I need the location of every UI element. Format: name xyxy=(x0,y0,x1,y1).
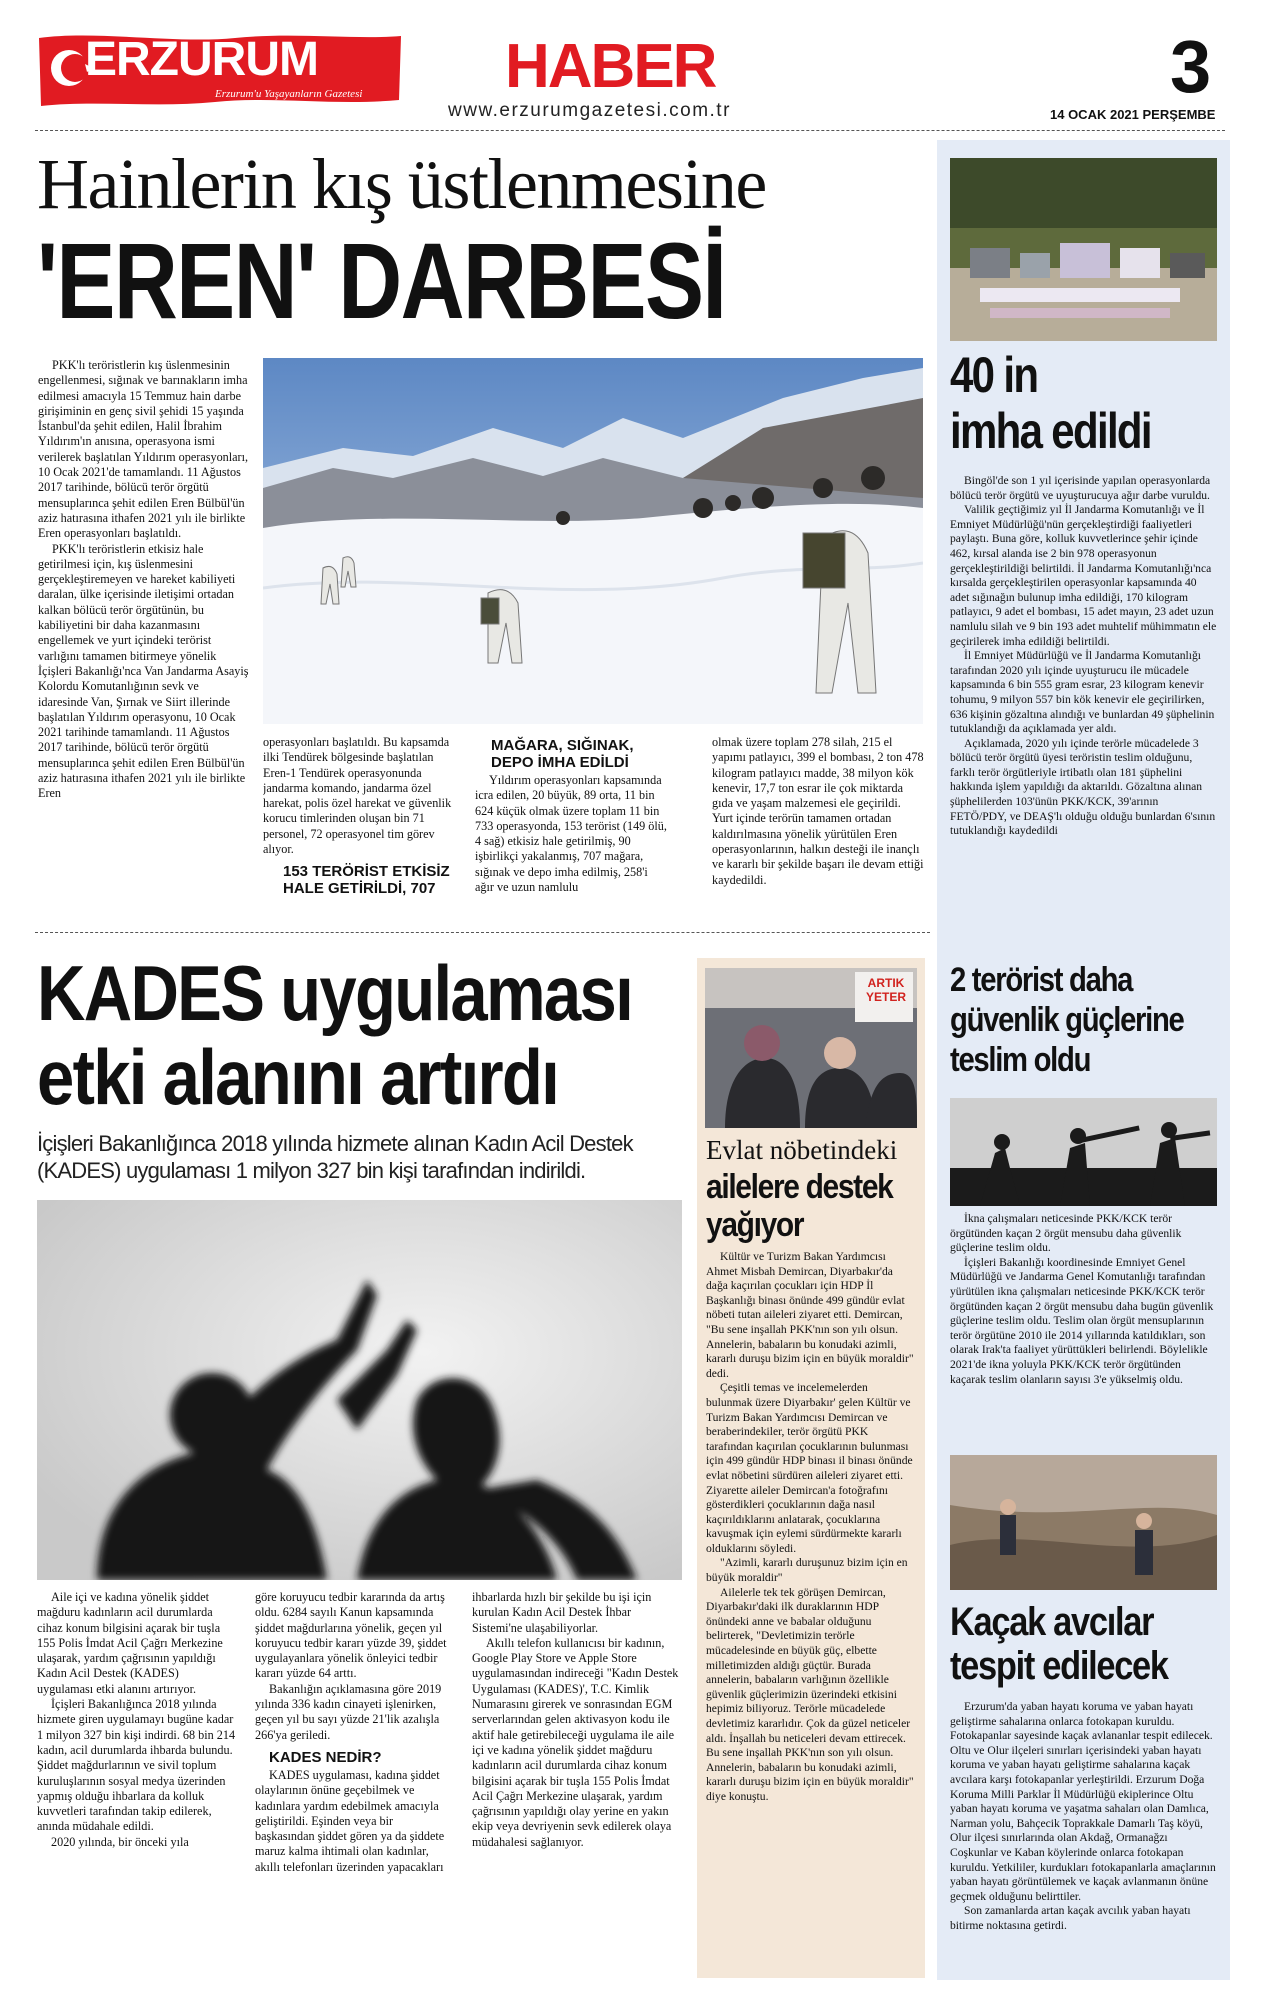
kades-body-col1 xyxy=(37,1590,237,1978)
lead-col2-subhead: 153 TERÖRİST ETKİSİZ HALE GETİRİLDİ, 707 xyxy=(283,863,450,898)
masthead xyxy=(0,0,1266,135)
lead-body-col3 xyxy=(475,735,667,925)
masthead-divider xyxy=(35,130,1225,131)
evlat-p4: Ailelerle tek tek görüşen Demircan, Diyarbakır'daki ilk duraklarının HDP önündeki anne ve babalar olduğunu belirterek, "Devletimizin terörle mücadelesinde en büyük güç, elbette milletimizden aldığı güçtür. Burada annelerin, babaların varlığının özellikle güvenlik güçlerimizin üzerindeki etkisini hepimiz biliyoruz. Terörle mücadelede devletimiz kararlıdır. Çok da güzel neticeler aldı. İnşallah bu neticeleri devam ettirecek. Bu sene inşallah PKK'nın son yılı olsun. Annelerin, babaların bu konudaki azimli, kararlı duruşu bizim için en büyük moraldir" diye konuştu. xyxy=(706,1585,914,1803)
kacak-p2: Son zamanlarda artan kaçak avcılık yaban hayatı bitirme noktasına getirdi. xyxy=(950,1904,1191,1932)
lead-headline-2: 'EREN' DARBESİ xyxy=(37,220,726,341)
lead-col1-p1: PKK'lı teröristlerin kış üslenmesinin engellenmesi, sığınak ve barınakların imha edilmesi amacıyla 15 Temmuz hain darbe girişiminin en genç sivil şehidi 15 yaşında İstanbul'da şehit edilen, Halil İbrahim Yıldırım'ın anısına, operasyona ismi verilerek başlatılan Yıldırım operasyonları, 10 Ocak 2021'de tamamlandı. 11 Ağustos 2017 tarihinde, bölücü terör örgütü mensuplarınca şehit edilen Eren Bülbül'ün aziz hatırasına ithafen 2021 yılı ile birlikte Eren operasyonları başlatıldı. xyxy=(38,358,249,541)
evlat-headline-3: yağıyor xyxy=(706,1206,804,1244)
hunters-photo xyxy=(950,1455,1217,1590)
kacak-headline-2: tespit edilecek xyxy=(950,1644,1168,1688)
evlat-p3: "Azimli, kararlı duruşunuz bizim için en büyük moraldir" xyxy=(706,1556,908,1585)
lead-body-col4 xyxy=(712,735,924,925)
teslim-headline-3: teslim oldu xyxy=(950,1041,1091,1079)
teslim-p1: İkna çalışmaları neticesinde PKK/KCK terör örgütünden kaçan 2 örgüt mensubu daha güvenlik güçlerine teslim oldu. xyxy=(950,1212,1182,1255)
issue-date: 14 OCAK 2021 PERŞEMBE xyxy=(1050,107,1216,122)
kacak-p1: Erzurum'da yaban hayatı koruma ve yaban hayatı geliştirme sahalarına onlarca fotokapan kuruldu. Fotokapanlar sayesinde kaçak avlananlar tespit edilecek. Oltu ve Olur ilçeleri sınırları içerisindeki yaban hayatı koruma ve yaban hayatı geliştirme sahalarına kaçak avcılara karşı fotokapanlar yerleştirildi. Erzurum Doğa Koruma Milli Parklar İl Müdürlüğü ekiplerince Oltu yaban hayatı koruma ve yaşatma sahaları olan Damlıca, Narman yolu, Bahçecik Toprakkale Damarlı Taş köyü, Olur ilçesi sınırlarında olan Akdağ, Ormanağzı Coşkunlar ve Kaban köylerinde onlarca fotokapan kuruldu. Yetkililer, kurdukları fotokapanlarla amaçlarının yaban hayatı görüntülemek ve kaçak avlanmanın önüne geçmek olduğunu belirttiler. xyxy=(950,1700,1216,1903)
evlat-p2: Çeşitli temas ve incelemelerden bulunmak üzere Diyarbakır' gelen Kültür ve Turizm Bakan Yardımcısı Demircan ve beraberindekiler, terör örgütü PKK tarafından kaçırılan çocuklarının bulunması için 499 gündür HDP binası il binası önünde evlat nöbetini sürdüren aileleri ziyaret etti. Ziyarette aileler Demircan'a fotoğrafını gösterdikleri çocuklarının dağa nasıl kaçırıldıklarını anlatarak, çocuklarına kavuşmak için eylemi sürdürmekte kararlı olduklarını söyledi. xyxy=(706,1381,913,1555)
imha-p2: Valilik geçtiğimiz yıl İl Jandarma Komutanlığı ve İl Emniyet Müdürlüğü'nün gerçekleştirdiği faaliyetleri paylaştı. Buna göre, kolluk kuvvetlerince şehir içinde 462, kırsal alanda ise 2 bin 978 operasyonun gerçekleştirildiği belirtildi. İl Jandarma Komutanlığı'nca kırsalda gerçekleştirilen operasyonlar kapsamında 40 adet sığınağın bulunup imha edildiği, 170 kilogram patlayıcı, 9 adet el bombası, 15 adet mayın, 23 adet uzun namlulu silah ve 9 bin 193 adet muhtelif mühimmatın ele geçirilerek imha edildiği belirtildi. xyxy=(950,503,1217,648)
lead-divider xyxy=(35,932,930,933)
teslim-p2: İçişleri Bakanlığı koordinesinde Emniyet Genel Müdürlüğü ve Jandarma Genel Komutanlığı tarafından yürütülen ikna çalışmaları neticesinde PKK/KCK terör örgütünden kaçan 2 örgüt mensubu daha bugün güvenlik güçlerine teslim oldu. Teslim olan örgüt mensuplarının terör örgütüne 2010 ile 2014 yıllarında katıldıkları, son olarak Irak'ta faaliyet yürüttükleri belirlendi. Böylelikle 2021'de ikna yoluyla PKK/KCK terör örgütünden kaçarak teslim olanların sayısı 3'e yükselmiş oldu. xyxy=(950,1255,1214,1386)
lead-body-col2 xyxy=(263,735,463,925)
lead-body-col1 xyxy=(38,358,250,924)
kacak-headline-1: Kaçak avcılar xyxy=(950,1600,1154,1644)
evlat-photo-sign: ARTIK YETER xyxy=(865,976,906,1004)
teslim-headline-2: güvenlik güçlerine xyxy=(950,1001,1184,1039)
kades-col2-p2: Bakanlığın açıklamasına göre 2019 yılında 336 kadın cinayeti işlenirken, geçen yıl bu sayı yüzde 21'lik azalışla 266'ya geriledi. xyxy=(255,1681,442,1742)
kades-col3-p1: ihbarlarda hızlı bir şekilde bu işi için kurulan Kadın Acil Destek İhbar Sistemi'ne ulaşabiliyorlar. xyxy=(472,1590,652,1635)
lead-col3-p1: Yıldırım operasyonları kapsamında icra edilen, 20 büyük, 89 orta, 11 bin 624 küçük olmak üzere toplam 11 bin 733 operasyonda, 153 terörist (149 ölü, 4 sağ) etkisiz hale getirilmiş, 90 işbirlikçi yakalanmış, 707 mağara, sığınak ve depo imha edilmiş, 258'i ağır ve uzun namlulu xyxy=(475,773,667,895)
imha-body xyxy=(950,474,1217,944)
evlat-headline-2: ailelere destek xyxy=(706,1168,893,1206)
evlat-headline-1: Evlat nöbetindeki xyxy=(706,1135,898,1165)
imha-p3: İl Emniyet Müdürlüğü ve İl Jandarma Komutanlığı tarafından 2020 yılı içinde uyuşturucu ile mücadele kapsamında 6 bin 555 gram esrar, 23 kilogram kenevir tohumu, 9 milyon 557 bin kök kenevir ele geçirilirken, 636 kişinin gözaltına alındığı ve bunlardan 49 şüphelinin tutuklandığı da açıklamada yer aldı. xyxy=(950,649,1215,736)
logo-slogan: Erzurum'u Yaşayanların Gazetesi xyxy=(215,88,363,100)
kades-col1-p2: İçişleri Bakanlığınca 2018 yılında hizmete giren uygulamayı bugüne kadar 1 milyon 327 bin kişi indirdi. 68 bin 214 kadın, acil durumlarda ihbarda bulundu. Şiddet mağdurlarının ve sivil toplum kuruluşlarının sosyal medya üzerinden yapmış olduğu ihbarlara da kolluk kuvvetleri tarafından takip edilerek, anında müdahale edildi. xyxy=(37,1697,236,1834)
lead-col1-p2: PKK'lı teröristlerin etkisiz hale getirilmesi için, kış üslenmesini gerçekleştiremeyen ve hareket kabiliyeti daralan, ülke içerisinde iletişimi ortadan kalkan bölücü terör örgütünün, bu kabiliyetini bir daha kazanmasını engellemek ve yurt içindeki terörist varlığını tamamen bitirmeye yönelik İçişleri Bakanlığı'nca Van Jandarma Asayiş Kolordu Komutanlığının sevk ve idaresinde Van, Şırnak ve Siirt illerinde başlatılan Yıldırım operasyonu, 10 Ocak 2021 tarihinde tamamlandı. 11 Ağustos 2017 tarihinde, bölücü terör örgütü mensuplarınca şehit edilen Eren Bülbül'ün aziz hatırasına ithafen 2021 yılı ile birlikte Eren xyxy=(38,541,249,801)
kades-headline-1: KADES uygulaması xyxy=(37,949,633,1037)
teslim-body xyxy=(950,1212,1217,1452)
kades-col3-p2: Akıllı telefon kullanıcısı bir kadının, Google Play Store ve Apple Store uygulamasından indireceği "Kadın Destek Uygulaması (KADES)', T.C. Kimlik Numarasını girerek ve sonrasından EGM serverlarından gelen aktivasyon kodu ile aktif hale getirebileceği uygulama ile aile içi ve kadına yönelik şiddet mağduru kadınların acil durumlarda cihaz konum bilgisini açarak bir tuşla 155 Polis İmdat Acil Çağrı Merkezine ulaşarak, yardım çağrısının yapıldığı olay yerine en yakın ekip veya devriyenin sevk edilerek olaya müdahalesi sağlanıyor. xyxy=(472,1635,679,1849)
imha-p4: Açıklamada, 2020 yılı içinde terörle mücadelede 3 bölücü terör örgütü üyesi teröristin teslim olduğunu, farklı terör örgütleriyle irtibatlı olan 181 şüphelini hakkında işlem yapıldığı da aktarıldı. Gözaltına alınan şüphelilerden 103'ünün PKK/KCK, 39'arının FETÖ/PDY, ve DEAŞ'lı olduğu olduğu bunlardan 6'sının tutuklandığı kaydedildi xyxy=(950,736,1216,838)
imha-headline-2: imha edildi xyxy=(950,403,1151,459)
page-number: 3 xyxy=(1170,25,1212,108)
kades-body-col2 xyxy=(255,1590,455,1978)
lead-col3-subhead: MAĞARA, SIĞINAK, DEPO İMHA EDİLDİ xyxy=(491,737,634,771)
kades-col2-p1: göre koruyucu tedbir kararında da artış oldu. 6284 sayılı Kanun kapsamında şiddet mağdurlarına yönelik, geçen yıl koruyucu tedbir kararı yüzde 39, şiddet uygulayanlara yönelik önleyici tedbir kararı yüzde 64 arttı. xyxy=(255,1590,447,1681)
kades-headline-2: etki alanını artırdı xyxy=(37,1033,559,1121)
surrender-silhouette-photo xyxy=(950,1098,1217,1206)
imha-p1: Bingöl'de son 1 yıl içerisinde yapılan operasyonlarda bölücü terör örgütü ve uyuşturucuya ağır darbe vuruldu. xyxy=(950,474,1211,502)
seized-cache-photo xyxy=(950,158,1217,341)
imha-headline-1: 40 in xyxy=(950,347,1038,403)
kades-col1-p1: Aile içi ve kadına yönelik şiddet mağduru kadınların acil durumlarda cihaz konum bilgisini açarak bir tuşla 155 Polis İmdat Acil Çağrı Merkezine ulaşarak, yardım çağrısının yapıldığı Kadın Acil Destek (KADES) uygulaması etki alanını artırıyor. xyxy=(37,1590,223,1696)
violence-silhouette-photo xyxy=(37,1200,682,1580)
snow-operation-photo xyxy=(263,358,923,724)
section-title: HABER xyxy=(505,32,716,101)
lead-headline-1: Hainlerin kış üstlenmesine xyxy=(37,144,766,224)
logo-name: ERZURUM xyxy=(85,33,318,86)
kades-deck: İçişleri Bakanlığınca 2018 yılında hizmete alınan Kadın Acil Destek (KADES) uygulaması 1 milyon 327 bin kişi tarafından indirildi. xyxy=(37,1131,633,1183)
website[interactable]: www.erzurumgazetesi.com.tr xyxy=(448,100,731,121)
teslim-headline-1: 2 terörist daha xyxy=(950,961,1133,999)
lead-col4-p1: olmak üzere toplam 278 silah, 215 el yapımı patlayıcı, 399 el bombası, 2 ton 478 kilogram patlayıcı madde, 38 milyon kök kenevir, 17,7 ton esrar ile çok miktarda gıda ve yaşam malzemesi ele geçirildi. Yurt içinde terörün tamamen ortadan kaldırılmasına yönelik yürütülen Eren operasyonlarının, halkın desteği ile inançlı ve kararlı bir şekilde başarı ile devam ettiği kaydedildi. xyxy=(712,735,924,887)
kades-body-col3 xyxy=(472,1590,682,1978)
evlat-p1: Kültür ve Turizm Bakan Yardımcısı Ahmet Misbah Demircan, Diyarbakır'da dağa kaçırılan çocukları için HDP İl Başkanlığı binası önünde 499 gündür evlat nöbeti tutan aileleri ziyaret etti. Demircan, "Bu sene inşallah PKK'nın son yılı olsun. Annelerin, babaların bu konudaki azimli, kararlı duruşu bizim için en büyük moraldir" dedi. xyxy=(706,1250,914,1380)
kades-col2-subhead: KADES NEDİR? xyxy=(269,1748,382,1766)
lead-col2-p1: operasyonları başlatıldı. Bu kapsamda ilki Tendürek bölgesinde başlatılan Eren-1 Tendürek operasyonunda jandarma komando, jandarma özel harekat, polis özel harekat ve güvenlik korucu timlerinden oluşan bin 71 personel, 72 operasyonel tim görev alıyor. xyxy=(263,735,452,857)
kacak-body xyxy=(950,1700,1217,1976)
kades-col1-p3: 2020 yılında, bir önceki yıla xyxy=(51,1834,189,1849)
evlat-body xyxy=(706,1250,916,1972)
kades-col2-p3: KADES uygulaması, kadına şiddet olaylarının önüne geçebilmek ve kadınlara yardım edebilmek amacıyla geliştirildi. Eşinden veya bir başkasından şiddet gören ya da şiddete maruz kalma ihtimali olan kadınlar, akıllı telefonları üzerinden yapacakları xyxy=(255,1767,445,1874)
